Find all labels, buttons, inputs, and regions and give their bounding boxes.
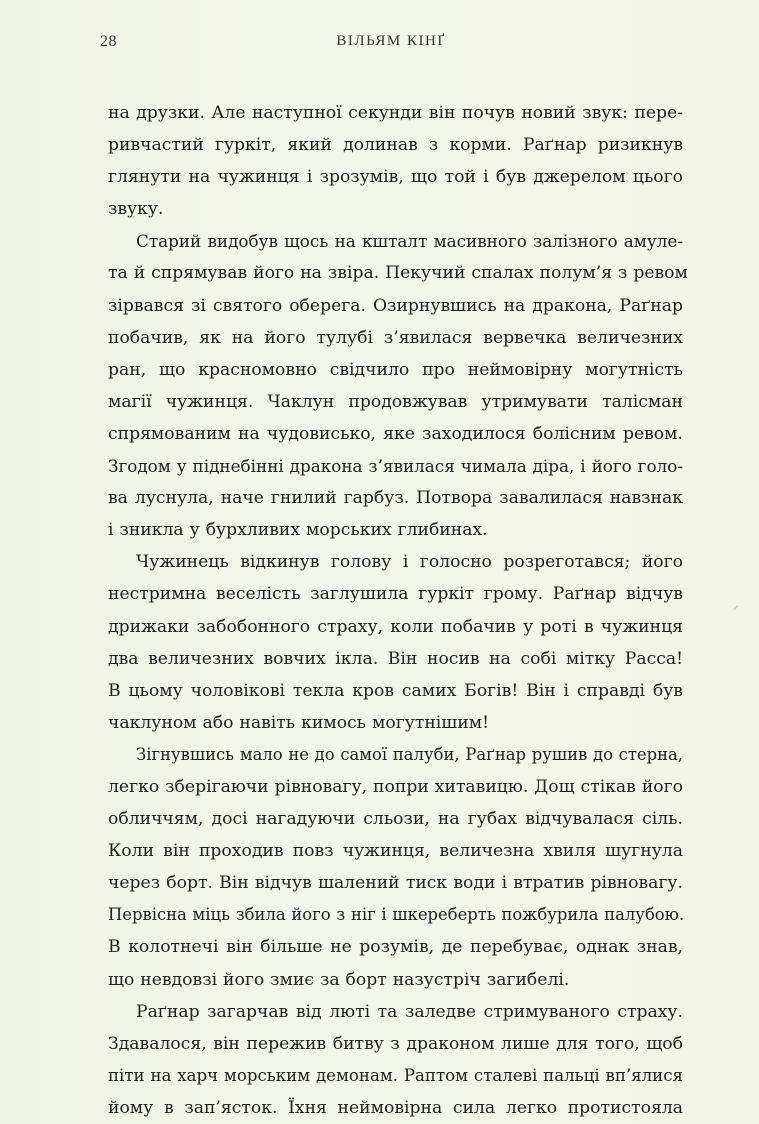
text-line: Чужинець відкинув голову і голосно розреготався; його [136,552,683,573]
text-line: обличчям, досі нагадуючи сльози, на губах відчувалася сіль. [108,809,683,830]
running-head-author: ВІЛЬЯМ КІНҐ [336,33,446,49]
text-line: ва луснула, наче гнилий гарбуз. Потвора завалилася навзнак [108,488,683,509]
text-line: чаклуном або навіть кимось могутнішим! [108,712,489,733]
text-line: Первісна міць збила його з ніг і шкереберть пожбурила палубою. [108,905,685,925]
paper-speck: ⸝ [733,599,739,612]
text-line: В колотнечі він більше не розумів, де перебуває, однак знав, [108,937,683,958]
body-text [108,97,688,1124]
text-line: ран, що красномовно свідчило про неймовірну могутність [108,359,683,380]
text-line: Здавалося, він пережив битву з драконом лише для того, щоб [108,1033,683,1054]
text-line: і зникла у бурхливих морських глибинах. [108,520,488,541]
text-line: спрямованим на чудовисько, яке заходилося болісним ревом. [108,423,683,444]
text-line: Старий видобув щось на кшталт масивного залізного амуле- [136,231,683,252]
text-line: зірвався зі святого оберега. Озирнувшись на дракона, Раґнар [108,295,683,316]
text-line: Раґнар загарчав від люті та заледве стримуваного страху. [136,1001,683,1022]
text-line: легко зберігаючи рівновагу, попри хитавицю. Дощ стікав його [108,776,683,797]
text-line: та й спрямував його на звіра. Пекучий спалах полум’я з ревом [108,263,688,284]
text-line: Коли він проходив повз чужинця, величезна хвиля шугнула [108,841,683,862]
text-line: йому в зап’ясток. Їхня неймовірна сила легко протистояла [108,1097,683,1118]
text-line: глянути на чужинця і зрозумів, що той і був джерелом цього [108,167,683,188]
text-line: магії чужинця. Чаклун продовжував утримувати талісман [108,391,683,412]
text-line: що невдовзі його змиє за борт назустріч загибелі. [108,969,570,990]
text-line: дрижаки забобонного страху, коли побачив у роті в чужинця [108,616,683,637]
text-line: піти на харч морським демонам. Раптом сталеві пальці вп’ялися [108,1065,683,1085]
text-line: нестримна веселість заглушила гуркіт грому. Раґнар відчув [108,584,683,605]
text-line: побачив, як на його тулубі з’явилася вервечка величезних [108,327,683,348]
running-head [100,33,682,57]
text-line: два величезних вовчих ікла. Він носив на собі мітку Расса! [108,648,683,669]
text-line: ривчастий гуркіт, який долинав з корми. Раґнар ризикнув [108,135,683,156]
text-line: на друзки. Але наступної секунди він почув новий звук: пере- [108,103,683,123]
text-line: звуку. [108,199,164,220]
text-line: Згодом у піднебінні дракона з’явилася чимала діра, і його голо- [108,456,683,477]
text-line: Зігнувшись мало не до самої палуби, Раґнар рушив до стерна, [136,744,683,764]
text-line: В цьому чоловікові текла кров самих Богів! Він і справді був [108,680,683,701]
page-number: 28 [100,33,117,50]
text-line: через борт. Він відчув шалений тиск води і втратив рівновагу. [108,873,683,894]
